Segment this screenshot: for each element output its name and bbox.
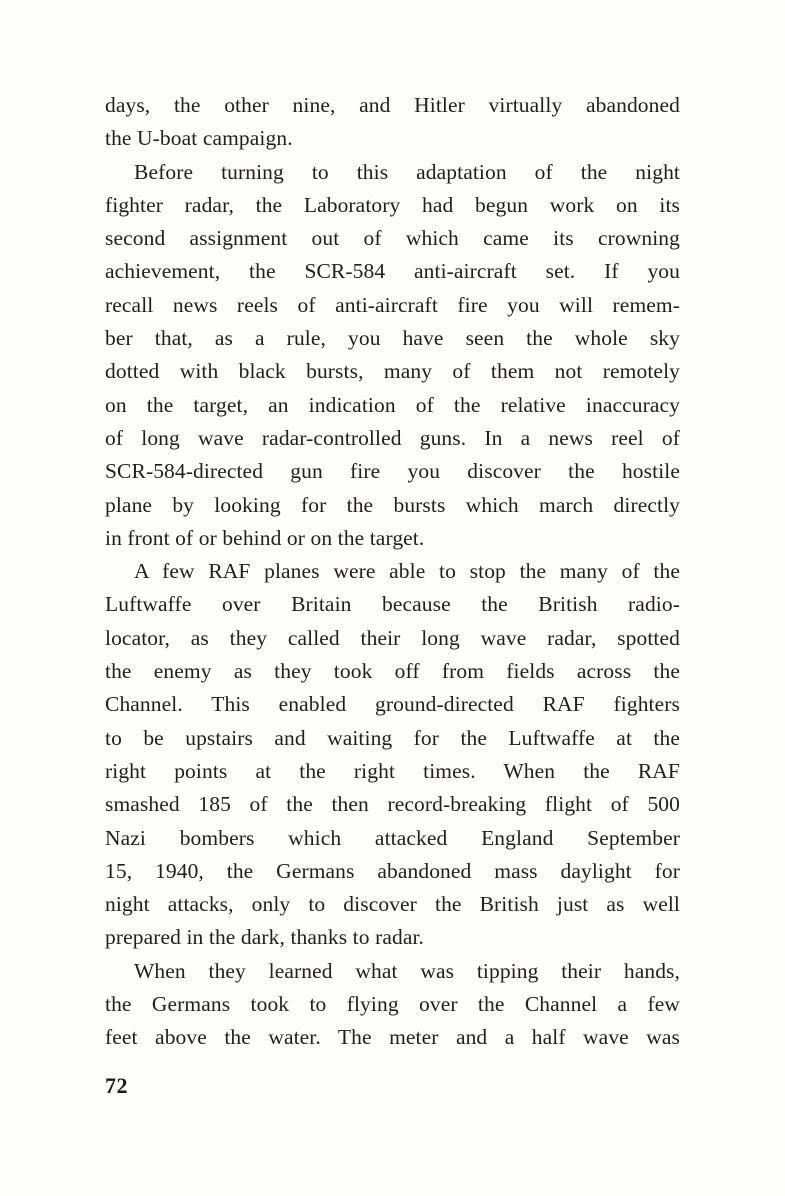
text-line: fighter radar, the Laboratory had begun work on its <box>105 192 680 217</box>
text-line: A few RAF planes were able to stop the many of the <box>134 559 680 584</box>
text-line: in front of or behind or on the target. <box>105 525 425 550</box>
text-line: feet above the water. The meter and a half wave was <box>105 1025 680 1050</box>
text-line: achievement, the SCR-584 anti-aircraft set. If you <box>105 259 680 284</box>
paragraph <box>105 555 680 955</box>
text-line: the U-boat campaign. <box>105 126 293 151</box>
text-line: recall news reels of anti-aircraft fire you will remem- <box>105 292 680 317</box>
text-line: prepared in the dark, thanks to radar. <box>105 925 425 950</box>
text-line: the Germans took to flying over the Channel a few <box>105 992 680 1017</box>
text-line: ber that, as a rule, you have seen the whole sky <box>105 326 680 351</box>
text-line: When they learned what was tipping their hands, <box>134 958 680 983</box>
text-block <box>105 89 680 1100</box>
paragraph <box>105 89 680 156</box>
text-line: on the target, an indication of the relative inaccuracy <box>105 392 680 417</box>
text-line: right points at the right times. When the RAF <box>105 758 680 783</box>
paragraph <box>105 955 680 1055</box>
text-line: of long wave radar-controlled guns. In a news reel of <box>105 425 680 450</box>
text-line: locator, as they called their long wave radar, spotted <box>105 625 680 650</box>
text-line: second assignment out of which came its crowning <box>105 226 680 251</box>
page-number: 72 <box>105 1072 128 1098</box>
text-line: night attacks, only to discover the British just as well <box>105 892 680 917</box>
paragraphs-container <box>105 89 680 1055</box>
text-line: dotted with black bursts, many of them not remotely <box>105 359 680 384</box>
text-line: 15, 1940, the Germans abandoned mass daylight for <box>105 858 680 883</box>
text-line: Nazi bombers which attacked England September <box>105 825 680 850</box>
paragraph <box>105 156 680 556</box>
text-line: Before turning to this adaptation of the night <box>134 159 680 184</box>
text-line: SCR-584-directed gun fire you discover the hostile <box>105 459 680 484</box>
text-line: the enemy as they took off from fields across the <box>105 659 680 684</box>
text-line: smashed 185 of the then record-breaking flight of 500 <box>105 792 680 817</box>
text-line: to be upstairs and waiting for the Luftwaffe at the <box>105 725 680 750</box>
text-line: days, the other nine, and Hitler virtually abandoned <box>105 93 680 117</box>
text-line: plane by looking for the bursts which march directly <box>105 492 680 517</box>
text-line: Channel. This enabled ground-directed RAF fighters <box>105 692 680 717</box>
text-line: Luftwaffe over Britain because the British radio- <box>105 592 680 617</box>
